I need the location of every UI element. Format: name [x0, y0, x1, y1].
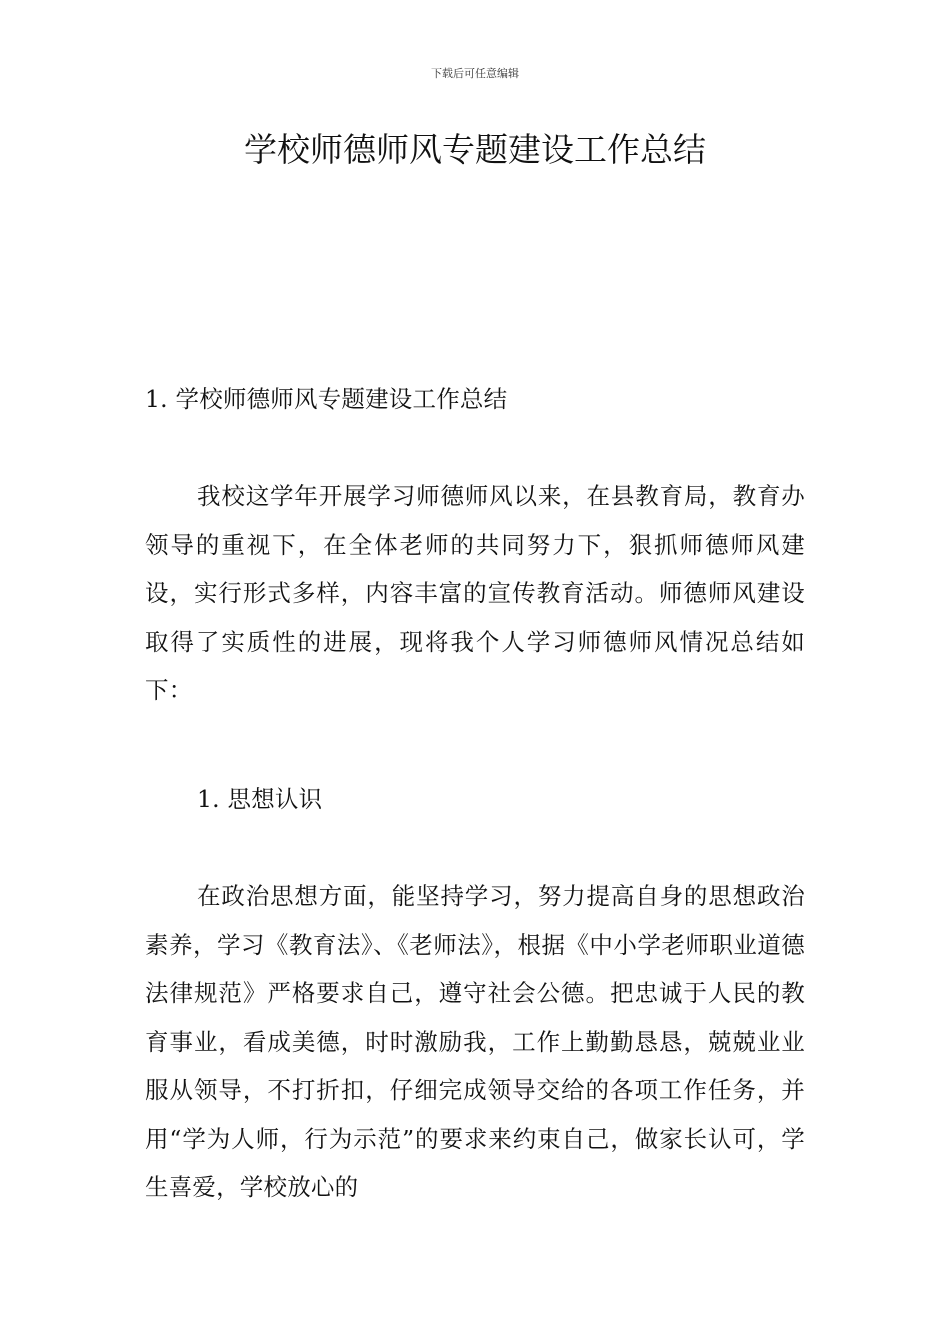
intro-paragraph: 我校这学年开展学习师德师风以来，在县教育局，教育办领导的重视下，在全体老师的共同努力下，狠抓师德师风建设，实行形式多样，内容丰富的宣传教育活动。师德师风建设取得了实质性的进展，现将我个人学习师德师风情况总结如下：: [145, 482, 805, 704]
thought-paragraph: 在政治思想方面，能坚持学习，努力提高自身的思想政治素养，学习《教育法》、《老师法》，根据《中小学老师职业道德法律规范》严格要求自己，遵守社会公德。把忠诚于人民的教育事业，看成美德，时时激励我，工作上勤勤恳恳，兢兢业业服从领导，不打折扣，仔细完成领导交给的各项工作任务，并用“学为人师，行为示范”的要求来约束自己，做家长认可，学生喜爱，学校放心的: [145, 882, 805, 1201]
document-title: 学校师德师风专题建设工作总结: [244, 130, 706, 169]
section-heading: 1. 学校师德师风专题建设工作总结: [145, 385, 508, 413]
subheading-thought: 1. 思想认识: [197, 785, 323, 813]
header-note: 下载后可任意编辑: [431, 67, 519, 80]
